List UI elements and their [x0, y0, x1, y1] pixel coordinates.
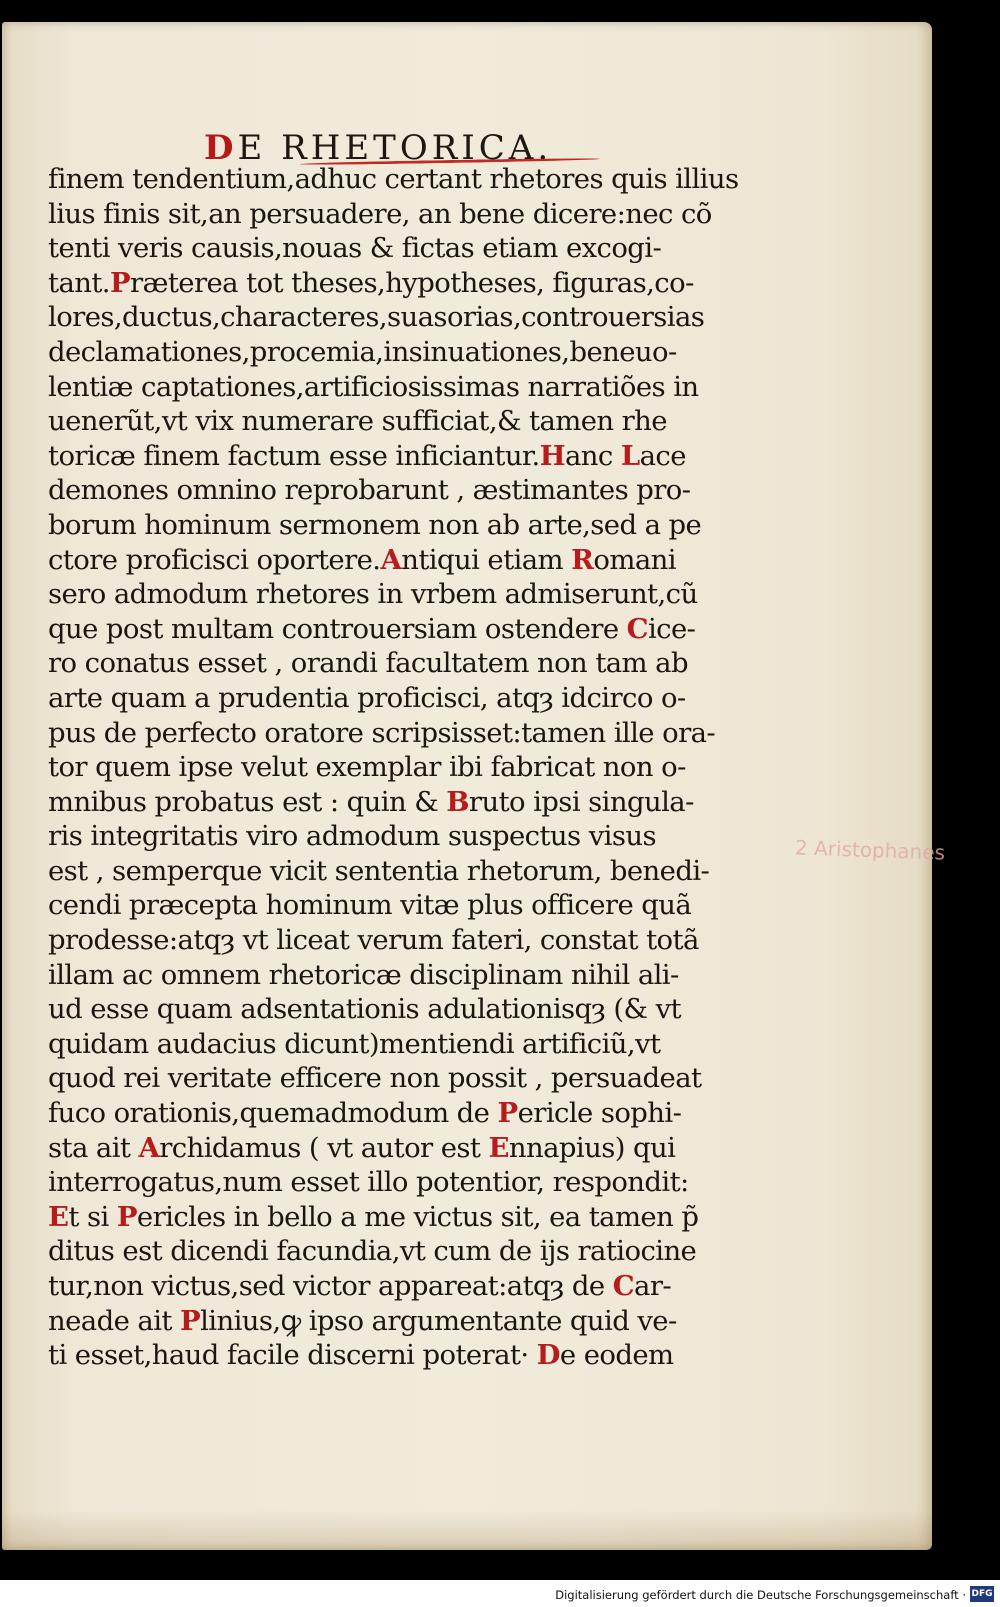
text-segment: borum hominum sermonem non ab arte,sed a pe [48, 508, 702, 541]
text-segment: linius,ꝙ ipso argumentante quid ve- [200, 1304, 677, 1337]
text-segment: finem tendentium,adhuc certant rhetores quis illius [48, 163, 738, 195]
text-line [48, 923, 738, 958]
rubricated-initial: P [497, 1097, 518, 1130]
rubricated-initial: B [446, 785, 469, 818]
text-segment: lius finis sit,an persuadere, an bene dicere:nec cõ [48, 197, 712, 230]
text-line [48, 750, 738, 785]
text-segment: ræterea tot theses,hypotheses, figuras,co- [130, 266, 694, 299]
text-line [48, 1027, 738, 1062]
text-line [48, 888, 738, 923]
text-line [48, 1131, 738, 1166]
text-segment: demones omnino reprobarunt , æstimantes pro- [48, 474, 691, 507]
text-segment: illam ac omnem rhetoricæ disciplinam nihil ali- [48, 958, 679, 991]
text-segment: tor quem ipse velut exemplar ibi fabricat non o- [48, 751, 686, 784]
text-segment: ericle sophi- [517, 1097, 682, 1130]
text-line [48, 335, 738, 370]
rubricated-initial: P [116, 1200, 137, 1233]
text-line [48, 300, 738, 335]
text-line [48, 1200, 738, 1235]
text-segment: rchidamus ( vt autor est [159, 1131, 489, 1164]
dfg-logo: DFG [970, 1586, 994, 1602]
text-segment: cendi præcepta hominum vitæ plus officere quã [48, 889, 692, 922]
text-line [48, 681, 738, 716]
rubricated-initial: C [612, 1270, 635, 1302]
text-line [48, 646, 738, 681]
text-line [48, 992, 738, 1027]
text-segment: ctore proficisci oportere. [48, 543, 381, 576]
text-line [48, 785, 738, 820]
rubricated-initial: P [179, 1304, 201, 1337]
text-segment: prodesse:atqȝ vt liceat verum fateri, constat totã [48, 924, 699, 957]
text-line [48, 1338, 738, 1373]
text-line [48, 716, 738, 751]
rubricated-initial: R [571, 543, 594, 576]
text-segment: sta ait [48, 1131, 139, 1164]
text-segment: neade ait [48, 1304, 180, 1337]
text-line [48, 508, 738, 543]
text-line [48, 1061, 738, 1096]
text-line [48, 543, 738, 578]
text-line [48, 162, 738, 197]
text-segment: que post multam controuersiam ostendere [48, 612, 627, 645]
text-line [48, 1165, 738, 1200]
text-segment: ice- [647, 612, 696, 645]
text-segment: t si [68, 1200, 117, 1233]
rubricated-initial: E [488, 1131, 509, 1164]
footer-credit: Digitalisierung gefördert durch die Deutsche Forschungsgemeinschaft · [555, 1588, 966, 1602]
text-segment: ti esset,haud facile discerni poterat· [48, 1339, 537, 1372]
text-line [48, 266, 738, 301]
text-segment: arte quam a prudentia proficisci, atqȝ idcirco o- [48, 681, 686, 714]
text-segment: e eodem [559, 1339, 674, 1372]
text-segment: nnapius) qui [508, 1131, 676, 1164]
rubricated-initial: L [620, 439, 640, 472]
rubricated-initial: D [536, 1339, 560, 1372]
text-line [48, 473, 738, 508]
margin-note: 2 Aristophanes [794, 835, 946, 865]
text-line [48, 197, 738, 232]
body-text [48, 162, 738, 1373]
text-segment: tur,non victus,sed victor appareat:atqȝ de [48, 1270, 613, 1302]
text-segment: quidam audacius dicunt)mentiendi artificiũ,vt [48, 1027, 661, 1060]
text-segment: uenerũt,vt vix numerare sufficiat,& tamen rhe [48, 405, 667, 438]
rubricated-initial: H [539, 439, 565, 472]
text-line [48, 1304, 738, 1339]
text-line [48, 404, 738, 439]
text-line [48, 958, 738, 993]
rubricated-initial: A [380, 543, 402, 576]
text-segment: ro conatus esset , orandi facultatem non tam ab [48, 647, 688, 680]
text-segment: declamationes,procemia,insinuationes,beneuo- [48, 335, 677, 368]
running-head-text: E RHETORICA. [237, 128, 553, 168]
text-segment: ruto ipsi singula- [468, 785, 694, 818]
text-line [48, 1269, 738, 1304]
text-segment: tenti veris causis,nouas & fictas etiam excogi- [48, 232, 662, 265]
text-line [48, 612, 738, 647]
text-segment: ud esse quam adsentationis adulationisqȝ (& vt [48, 993, 681, 1026]
text-segment: tant. [48, 266, 110, 299]
text-line [48, 439, 738, 474]
text-segment: ar- [634, 1270, 672, 1302]
text-segment: mnibus probatus est : quin & [48, 785, 447, 818]
text-segment: ntiqui etiam [401, 543, 572, 576]
text-line [48, 854, 738, 889]
text-line [48, 1234, 738, 1269]
text-segment: toricæ finem factum esse inficiantur. [48, 439, 540, 472]
text-segment: anc [565, 439, 621, 472]
rubricated-initial: A [138, 1131, 160, 1164]
text-line [48, 231, 738, 266]
text-line [48, 819, 738, 854]
text-segment: ditus est dicendi facundia,vt cum de ijs ratiocine [48, 1235, 697, 1268]
rubricated-initial: P [109, 266, 131, 299]
text-segment: interrogatus,num esset illo potentior, respondit: [48, 1166, 689, 1199]
text-line [48, 577, 738, 612]
text-segment: ris integritatis viro admodum suspectus visus [48, 820, 656, 853]
text-segment: pus de perfecto oratore scripsisset:tamen ille ora- [48, 716, 716, 749]
text-segment: sero admodum rhetores in vrbem admiserunt,cũ [48, 578, 698, 611]
rubricated-initial: E [48, 1200, 69, 1233]
text-segment: quod rei veritate efficere non possit , persuadeat [48, 1062, 702, 1095]
text-line [48, 1096, 738, 1131]
text-segment: omani [593, 543, 676, 576]
text-segment: lentiæ captationes,artificiosissimas narratiões in [48, 370, 699, 403]
running-head-initial: D [204, 128, 238, 168]
text-segment: lores,ductus,characteres,suasorias,controuersias [48, 301, 705, 334]
rubricated-initial: C [626, 612, 648, 645]
text-segment: ace [639, 439, 686, 472]
text-segment: est , semperque vicit sententia rhetorum, benedi- [48, 854, 710, 887]
text-line [48, 370, 738, 405]
text-segment: fuco orationis,quemadmodum de [48, 1097, 498, 1130]
text-segment: ericles in bello a me victus sit, ea tamen p̃ [136, 1200, 699, 1233]
